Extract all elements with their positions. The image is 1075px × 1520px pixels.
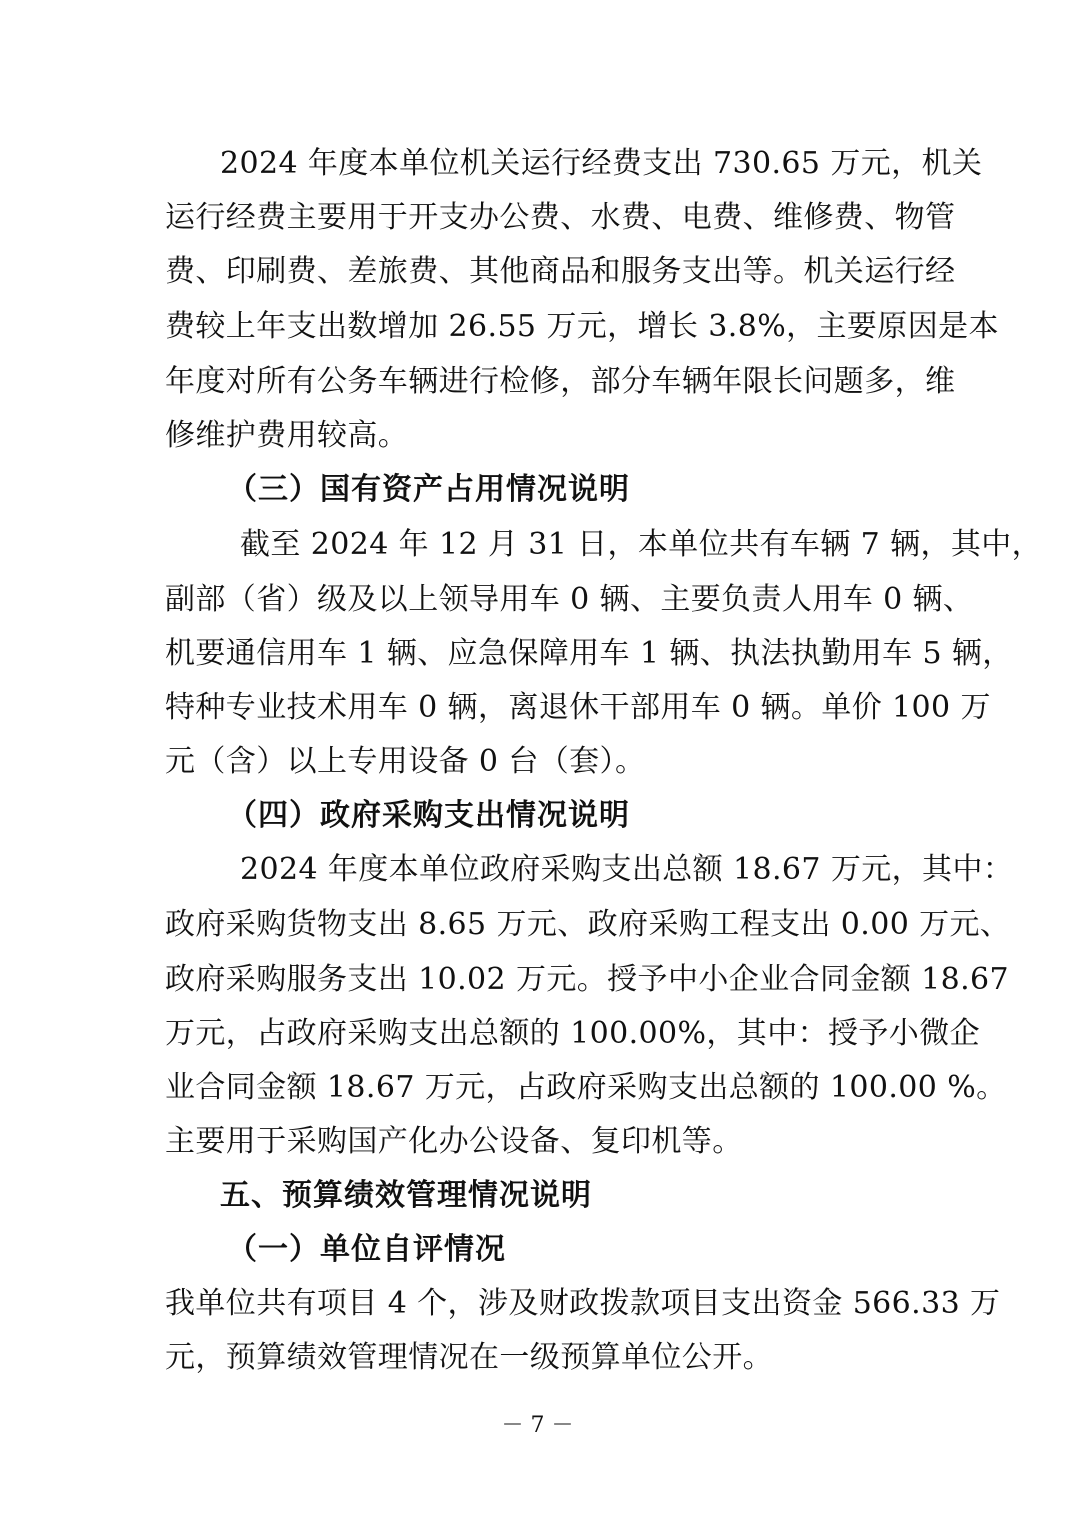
chapter-heading: 五、预算绩效管理情况说明	[220, 1178, 592, 1213]
subsection-heading: （一）单位自评情况	[227, 1232, 506, 1267]
paragraph-line: 费、印刷费、差旅费、其他商品和服务支出等。机关运行经	[165, 254, 956, 289]
page-number: － 7 －	[501, 1413, 574, 1438]
paragraph-line: 截至 2024 年 12 月 31 日，本单位共有车辆 7 辆，其中，	[240, 527, 1043, 562]
paragraph-line: 机要通信用车 1 辆、应急保障用车 1 辆、执法执勤用车 5 辆，	[165, 636, 1013, 671]
paragraph-line: 政府采购服务支出 10.02 万元。授予中小企业合同金额 18.67	[165, 962, 1009, 997]
section-heading: （四）政府采购支出情况说明	[227, 798, 630, 833]
paragraph-line: 特种专业技术用车 0 辆，离退休干部用车 0 辆。单价 100 万	[165, 690, 991, 725]
paragraph-line: 元（含）以上专用设备 0 台（套）。	[165, 744, 646, 779]
paragraph-line: 副部（省）级及以上领导用车 0 辆、主要负责人用车 0 辆、	[165, 582, 974, 617]
paragraph-line: 万元，占政府采购支出总额的 100.00%，其中：授予小微企	[165, 1016, 981, 1051]
section-heading: （三）国有资产占用情况说明	[227, 472, 630, 507]
paragraph-line: 我单位共有项目 4 个，涉及财政拨款项目支出资金 566.33 万	[165, 1286, 1001, 1321]
paragraph-line: 2024 年度本单位机关运行经费支出 730.65 万元，机关	[220, 146, 983, 181]
paragraph-line: 费较上年支出数增加 26.55 万元，增长 3.8%，主要原因是本	[165, 309, 999, 344]
paragraph-line: 修维护费用较高。	[165, 418, 409, 453]
paragraph-line: 业合同金额 18.67 万元，占政府采购支出总额的 100.00 %。	[165, 1070, 1007, 1105]
paragraph-line: 主要用于采购国产化办公设备、复印机等。	[165, 1124, 743, 1159]
paragraph-line: 政府采购货物支出 8.65 万元、政府采购工程支出 0.00 万元、	[165, 907, 1011, 942]
paragraph-line: 年度对所有公务车辆进行检修，部分车辆年限长问题多，维	[165, 364, 956, 399]
paragraph-line: 2024 年度本单位政府采购支出总额 18.67 万元，其中：	[240, 852, 1014, 887]
paragraph-line: 运行经费主要用于开支办公费、水费、电费、维修费、物管	[165, 200, 956, 235]
paragraph-line: 元，预算绩效管理情况在一级预算单位公开。	[165, 1340, 773, 1375]
